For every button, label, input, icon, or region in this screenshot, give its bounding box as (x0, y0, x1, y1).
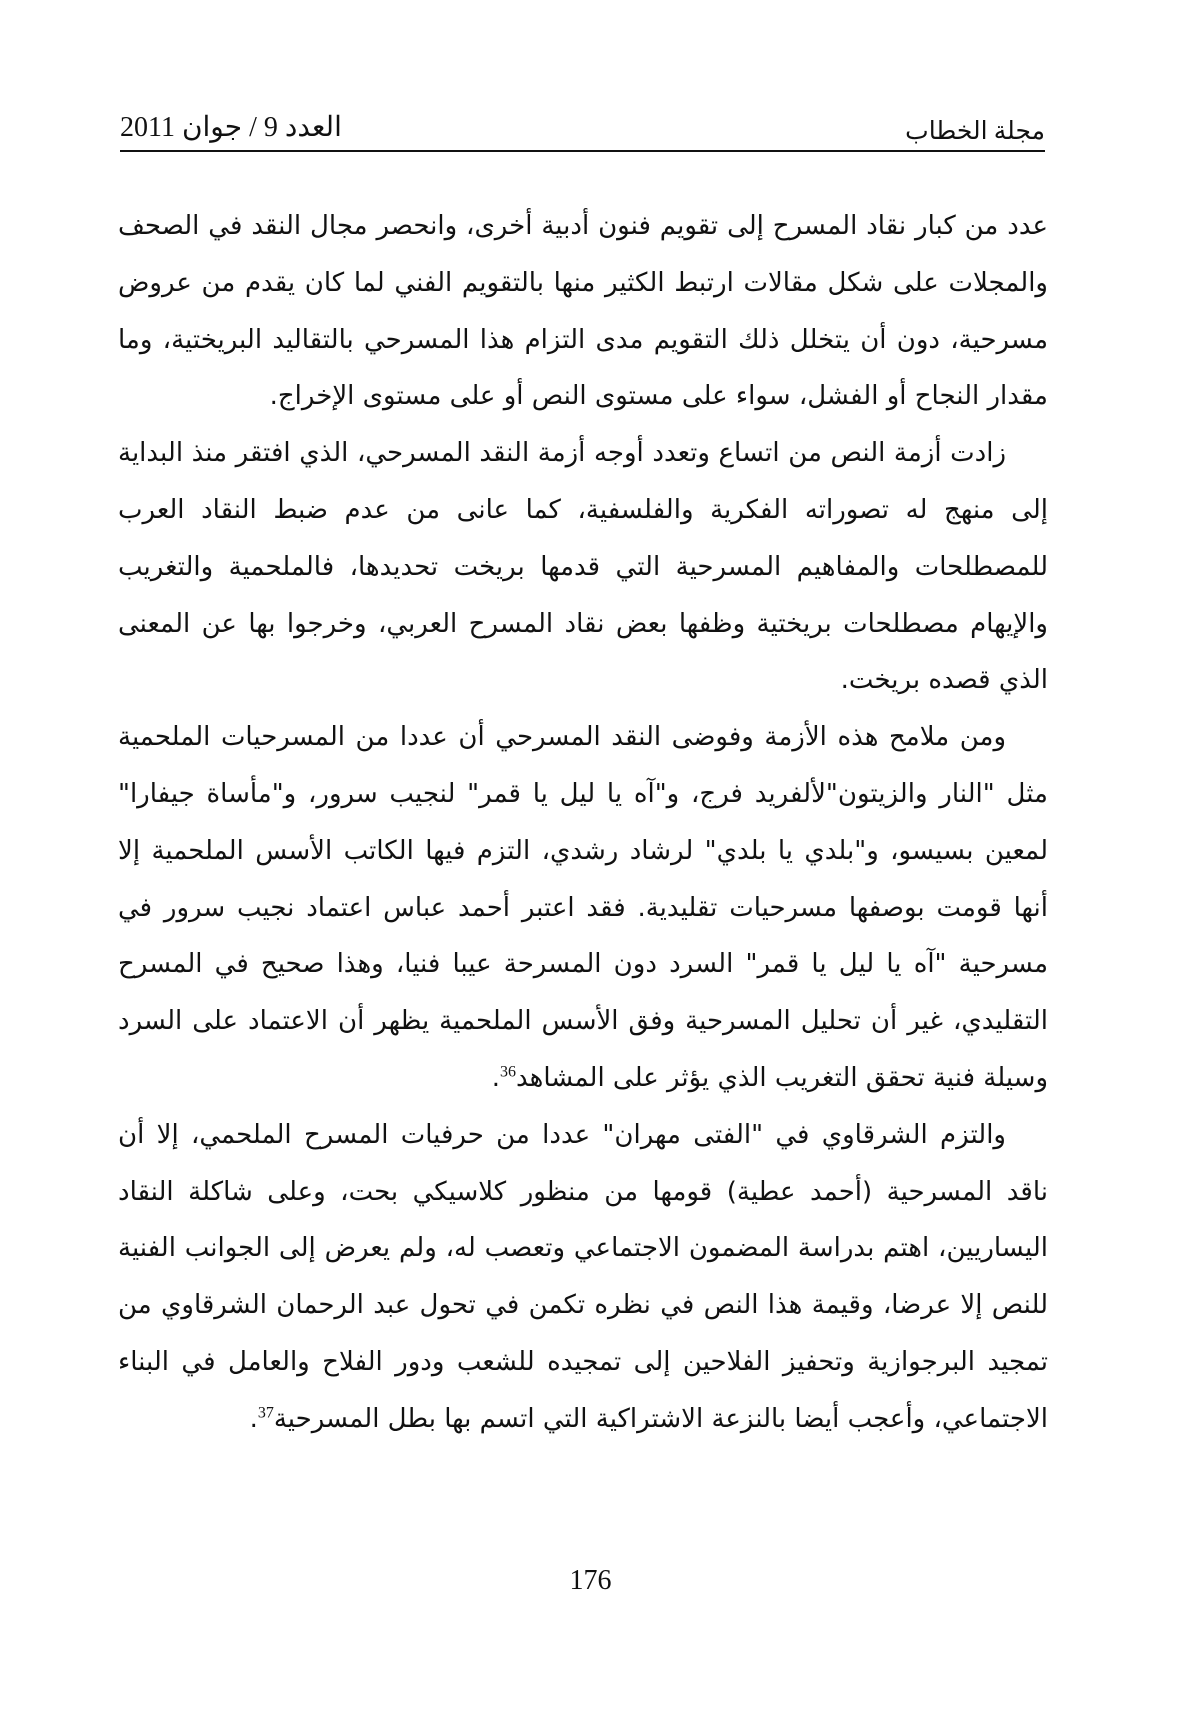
footnote-ref-37[interactable]: 37 (257, 1404, 274, 1422)
page-number: 176 (569, 1565, 612, 1596)
paragraph-4: والتزم الشرقاوي في "الفتى مهران" عددا من حرفيات المسرح الملحمي، إلا أن ناقد المسرحية (أحمد عطية) قومها من منظور كلاسيكي بحت، وعلى شاكلة النقاد اليساريين، اهتم بدراسة المضمون الاجتماعي وتعصب له، ولم يعرض إلى الجوانب الفنية للنص إلا عرضا، وقيمة هذا النص في نظره تكمن في تحول عبد الرحمان الشرقاوي من تمجيد البرجوازية وتحفيز الفلاحين إلى تمجيده للشعب ودور الفلاح والعامل في البناء الاجتماعي، وأعجب أيضا بالنزعة الاشتراكية التي اتسم بها بطل المسرحية$^{37}$. (118, 1119, 1048, 1434)
footnote-ref-36[interactable]: 36 (500, 1063, 517, 1081)
paragraph-3: ومن ملامح هذه الأزمة وفوضى النقد المسرحي أن عددا من المسرحيات الملحمية مثل "النار والزيتون"لألفريد فرج، و"آه يا ليل يا قمر" لنجيب سرور، و"مأساة جيفارا" لمعين بسيسو، و"بلدي يا بلدي" لرشاد رشدي، التزم فيها الكاتب الأسس الملحمية إلا أنها قومت بوصفها مسرحيات تقليدية. فقد اعتبر أحمد عباس اعتماد نجيب سرور في مسرحية "آه يا ليل يا قمر" السرد دون المسرحة عيبا فنيا، وهذا صحيح في المسرح التقليدي، غير أن تحليل المسرحية وفق الأسس الملحمية يظهر أن الاعتماد على السرد وسيلة فنية تحقق التغريب الذي يؤثر على المشاهد$^{36}$. (118, 722, 1048, 1093)
running-header (120, 110, 1045, 152)
paragraph-1: عدد من كبار نقاد المسرح إلى تقويم فنون أدبية أخرى، وانحصر مجال النقد في الصحف والمجلات على شكل مقالات ارتبط الكثير منها بالتقويم الفني لما كان يقدم من عروض مسرحية، دون أن يتخلل ذلك التقويم مدى التزام هذا المسرحي بالتقاليد البريختية، وما مقدار النجاح أو الفشل، سواء على مستوى النص أو على مستوى الإخراج. (118, 211, 1048, 412)
paragraph-2: زادت أزمة النص من اتساع وتعدد أوجه أزمة النقد المسرحي، الذي افتقر منذ البداية إلى منهج له تصوراته الفكرية والفلسفية، كما عانى من عدم ضبط النقاد العرب للمصطلحات والمفاهيم المسرحية التي قدمها بريخت تحديدها، فالملحمية والتغريب والإيهام مصطلحات بريختية وظفها بعض نقاد المسرح العربي، وخرجوا بها عن المعنى الذي قصده بريخت. (118, 438, 1048, 696)
header-rule (120, 150, 1045, 152)
journal-title: مجلة الخطاب (905, 118, 1045, 145)
issue-info: العدد 9 / جوان 2011 (120, 112, 342, 143)
article-body (118, 198, 1048, 1448)
